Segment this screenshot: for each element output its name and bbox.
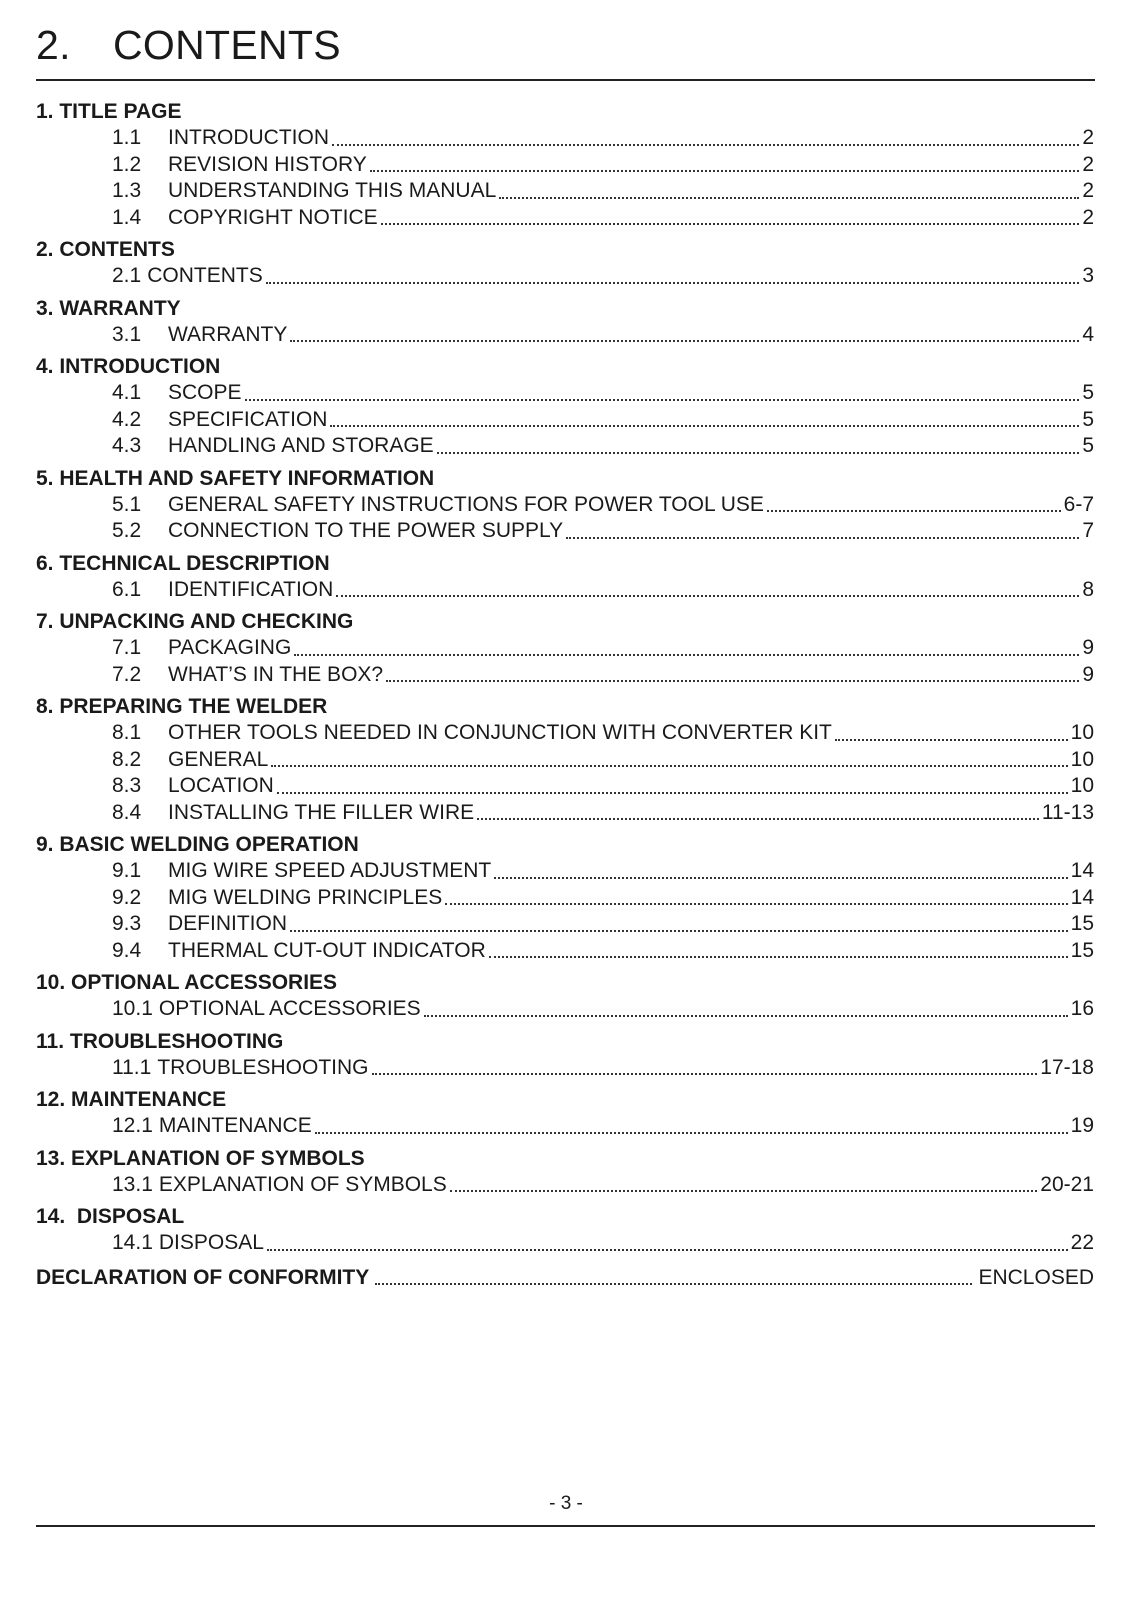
toc-entry[interactable] <box>36 773 1094 800</box>
toc-entry-number: 8.1 <box>112 721 142 744</box>
toc-entry-label: GENERAL <box>168 747 269 771</box>
toc-entry[interactable] <box>36 433 1094 460</box>
page-number: - 3 - <box>549 1493 583 1514</box>
toc-entry-page: 17-18 <box>1040 1055 1094 1079</box>
toc-entry[interactable] <box>36 492 1094 519</box>
dot-leader <box>499 197 1079 199</box>
toc-section-heading[interactable]: 9. BASIC WELDING OPERATION <box>36 833 359 856</box>
toc-entry-label: WHAT’S IN THE BOX? <box>168 662 384 686</box>
toc-entry-number: 9.2 <box>112 885 142 909</box>
toc-entry-label: INSTALLING THE FILLER WIRE <box>168 800 475 824</box>
dot-leader <box>267 1249 1068 1251</box>
dot-leader <box>290 340 1079 342</box>
toc-entry-page: 2 <box>1082 152 1094 176</box>
dot-leader <box>245 399 1080 401</box>
toc-entry[interactable] <box>36 996 1094 1023</box>
toc-entry-number: 1.1 <box>112 126 142 149</box>
toc-entry-number: 1.4 <box>112 205 142 229</box>
dot-leader <box>386 680 1079 682</box>
toc-section-heading[interactable]: 4. INTRODUCTION <box>36 355 221 378</box>
toc-entry-label: DISPOSAL <box>158 1231 264 1254</box>
toc-entry-page: 9 <box>1082 636 1094 659</box>
toc-entry-number: 8.3 <box>112 774 142 797</box>
toc-entry-number: 5.1 <box>112 492 142 516</box>
toc-entry[interactable] <box>36 577 1094 604</box>
dot-leader <box>835 739 1068 741</box>
toc-entry[interactable] <box>36 518 1094 545</box>
toc-entry-number: 2.1 <box>112 264 142 287</box>
toc-entry-number: 11.1 <box>112 1055 152 1079</box>
dot-leader <box>372 1073 1038 1075</box>
toc-section <box>36 1146 1094 1199</box>
dot-leader <box>381 223 1080 225</box>
toc-entry-label: MIG WIRE SPEED ADJUSTMENT <box>168 859 492 882</box>
toc-entry-label: IDENTIFICATION <box>168 577 334 601</box>
toc-entry-page: 2 <box>1082 205 1094 229</box>
dot-leader <box>566 537 1079 539</box>
dot-leader <box>336 595 1079 597</box>
toc-entry-label: OPTIONAL ACCESSORIES <box>158 997 421 1020</box>
toc-entry[interactable] <box>36 263 1094 290</box>
toc-section <box>36 354 1094 460</box>
toc-section-heading[interactable]: 14. DISPOSAL <box>36 1205 185 1228</box>
toc-entry-label: MIG WELDING PRINCIPLES <box>168 885 443 909</box>
page-title-text: CONTENTS <box>113 22 341 68</box>
toc-entry-number: 8.4 <box>112 800 142 824</box>
toc-section <box>36 609 1094 688</box>
toc-section-heading[interactable]: 11. TROUBLESHOOTING <box>36 1029 284 1053</box>
toc-entry[interactable] <box>36 1055 1094 1082</box>
toc-entry[interactable] <box>36 1172 1094 1199</box>
toc-entry-label: CONTENTS <box>147 264 263 287</box>
toc-entry-number: 1.2 <box>112 152 142 176</box>
declaration-page: ENCLOSED <box>978 1265 1094 1289</box>
toc-entry-page: 10 <box>1070 747 1094 771</box>
toc-entry-page: 10 <box>1070 721 1094 744</box>
dot-leader <box>424 1015 1068 1017</box>
toc-entry-number: 4.3 <box>112 434 142 457</box>
toc-entry-page: 16 <box>1070 997 1094 1020</box>
toc-entry-label: CONNECTION TO THE POWER SUPPLY <box>168 519 564 542</box>
dot-leader <box>315 1132 1068 1134</box>
toc-entry-label: THERMAL CUT-OUT INDICATOR <box>168 938 486 962</box>
toc-section <box>36 237 1094 290</box>
toc-entry-page: 14 <box>1070 859 1094 882</box>
toc-entry-label: PACKAGING <box>168 636 292 659</box>
toc-entry-page: 7 <box>1082 519 1094 542</box>
toc-section <box>36 1204 1094 1257</box>
toc-entry-label: SPECIFICATION <box>168 407 328 431</box>
toc-entry-number: 5.2 <box>112 519 142 542</box>
toc-entry-page: 6-7 <box>1063 492 1094 516</box>
toc-entry[interactable] <box>36 635 1094 662</box>
toc-section <box>36 1087 1094 1140</box>
toc-entry[interactable] <box>36 662 1094 689</box>
toc-entry-number: 4.1 <box>112 381 142 404</box>
dot-leader <box>330 425 1079 427</box>
toc-entry-page: 10 <box>1070 774 1094 797</box>
toc-section-heading[interactable]: 3. WARRANTY <box>36 296 181 320</box>
declaration-label: DECLARATION OF CONFORMITY <box>36 1265 370 1289</box>
toc-entry[interactable] <box>36 911 1094 938</box>
toc-entry-label: HANDLING AND STORAGE <box>168 434 434 457</box>
page-title-number: 2. <box>36 22 71 68</box>
dot-leader <box>450 1190 1038 1192</box>
toc-entry[interactable] <box>36 380 1094 407</box>
toc-entry-label: EXPLANATION OF SYMBOLS <box>158 1172 447 1196</box>
toc-entry-label: WARRANTY <box>168 322 288 346</box>
toc-entry-page: 15 <box>1070 938 1094 962</box>
toc-entry-page: 3 <box>1082 264 1094 287</box>
toc-entry[interactable] <box>36 858 1094 885</box>
toc-entry-number: 6.1 <box>112 577 142 601</box>
toc-entry[interactable] <box>36 720 1094 747</box>
dot-leader <box>445 903 1067 905</box>
toc-entry[interactable] <box>36 938 1094 965</box>
toc-entry[interactable] <box>36 747 1094 774</box>
toc-section-heading[interactable]: 7. UNPACKING AND CHECKING <box>36 610 354 633</box>
toc-entry-number: 12.1 <box>112 1114 153 1137</box>
title-divider <box>36 79 1095 81</box>
toc-entry-number: 7.1 <box>112 636 142 659</box>
toc-entry[interactable] <box>36 1113 1094 1140</box>
toc-entry-page: 5 <box>1082 434 1094 457</box>
dot-leader <box>277 792 1068 794</box>
dot-leader <box>375 1283 972 1285</box>
toc-entry-number: 9.1 <box>112 859 142 882</box>
toc-section <box>36 970 1094 1023</box>
toc-entry-page: 14 <box>1070 885 1094 909</box>
toc-entry-page: 5 <box>1082 381 1094 404</box>
toc-section <box>36 99 1094 231</box>
toc-entry-number: 7.2 <box>112 662 142 686</box>
toc-entry-number: 9.3 <box>112 912 142 935</box>
toc-entry-label: UNDERSTANDING THIS MANUAL <box>168 179 497 202</box>
dot-leader <box>271 765 1067 767</box>
toc-entry-label: REVISION HISTORY <box>168 152 367 176</box>
page-title <box>36 22 341 69</box>
toc-section-heading[interactable]: 10. OPTIONAL ACCESSORIES <box>36 971 338 994</box>
dot-leader <box>266 282 1080 284</box>
toc-entry-number: 10.1 <box>112 997 153 1020</box>
toc-entry-page: 5 <box>1082 407 1094 431</box>
toc-entry-page: 2 <box>1082 179 1094 202</box>
toc-section <box>36 551 1094 604</box>
toc-entry-label: INTRODUCTION <box>168 126 329 149</box>
toc-section <box>36 694 1094 826</box>
toc-entry[interactable] <box>36 885 1094 912</box>
toc-entry-page: 19 <box>1070 1114 1094 1137</box>
toc-section-heading[interactable]: 2. CONTENTS <box>36 238 175 261</box>
toc-entry-label: SCOPE <box>168 381 242 404</box>
toc-section-heading[interactable]: 13. EXPLANATION OF SYMBOLS <box>36 1146 365 1170</box>
dot-leader <box>370 170 1080 172</box>
toc-entry[interactable] <box>36 800 1094 827</box>
toc-entry-number: 13.1 <box>112 1172 153 1196</box>
toc-entry[interactable] <box>36 1230 1094 1257</box>
toc-section-heading[interactable]: 6. TECHNICAL DESCRIPTION <box>36 551 330 575</box>
toc-entry[interactable] <box>36 178 1094 205</box>
toc-entry-label: DEFINITION <box>168 912 287 935</box>
toc-entry-page: 11-13 <box>1041 800 1094 824</box>
dot-leader <box>294 654 1079 656</box>
dot-leader <box>767 510 1061 512</box>
toc-entry-label: MAINTENANCE <box>158 1114 312 1137</box>
footer-divider <box>36 1525 1095 1527</box>
dot-leader <box>494 877 1067 879</box>
toc-section-heading[interactable]: 5. HEALTH AND SAFETY INFORMATION <box>36 466 435 490</box>
toc-section <box>36 296 1094 349</box>
toc-entry-number: 3.1 <box>112 322 142 346</box>
toc-section-heading[interactable]: 12. MAINTENANCE <box>36 1088 227 1111</box>
toc-entry-number: 8.2 <box>112 747 142 771</box>
toc-entry-page: 9 <box>1082 662 1094 686</box>
toc-entry-page: 20-21 <box>1040 1172 1094 1196</box>
toc-section-heading[interactable]: 8. PREPARING THE WELDER <box>36 695 328 718</box>
toc-entry-label: COPYRIGHT NOTICE <box>168 205 378 229</box>
toc-entry-page: 15 <box>1070 912 1094 935</box>
toc-entry-number: 1.3 <box>112 179 142 202</box>
toc-entry[interactable] <box>36 407 1094 434</box>
toc-entry[interactable] <box>36 322 1094 349</box>
toc-entry[interactable] <box>36 125 1094 152</box>
toc-entry-number: 4.2 <box>112 407 142 431</box>
toc-entry-label: GENERAL SAFETY INSTRUCTIONS FOR POWER TOOL USE <box>168 492 764 516</box>
toc-entry-label: OTHER TOOLS NEEDED IN CONJUNCTION WITH CONVERTER KIT <box>168 721 832 744</box>
dot-leader <box>437 452 1080 454</box>
declaration-entry[interactable] <box>36 1265 1094 1291</box>
toc-entry[interactable] <box>36 152 1094 179</box>
toc-entry-page: 22 <box>1070 1231 1094 1254</box>
toc-section <box>36 466 1094 545</box>
table-of-contents <box>36 99 1094 1291</box>
toc-section <box>36 832 1094 964</box>
toc-section <box>36 1029 1094 1082</box>
toc-entry-page: 8 <box>1082 577 1094 601</box>
toc-entry-page: 2 <box>1082 126 1094 149</box>
dot-leader <box>489 956 1068 958</box>
toc-entry-page: 4 <box>1082 322 1094 346</box>
dot-leader <box>477 818 1039 820</box>
toc-section-heading[interactable]: 1. TITLE PAGE <box>36 100 182 123</box>
toc-entry-number: 14.1 <box>112 1231 153 1254</box>
toc-entry-number: 9.4 <box>112 938 142 962</box>
toc-entry-label: TROUBLESHOOTING <box>157 1055 369 1079</box>
toc-entry[interactable] <box>36 205 1094 232</box>
dot-leader <box>290 930 1068 932</box>
toc-entry-label: LOCATION <box>168 774 274 797</box>
dot-leader <box>332 144 1079 146</box>
